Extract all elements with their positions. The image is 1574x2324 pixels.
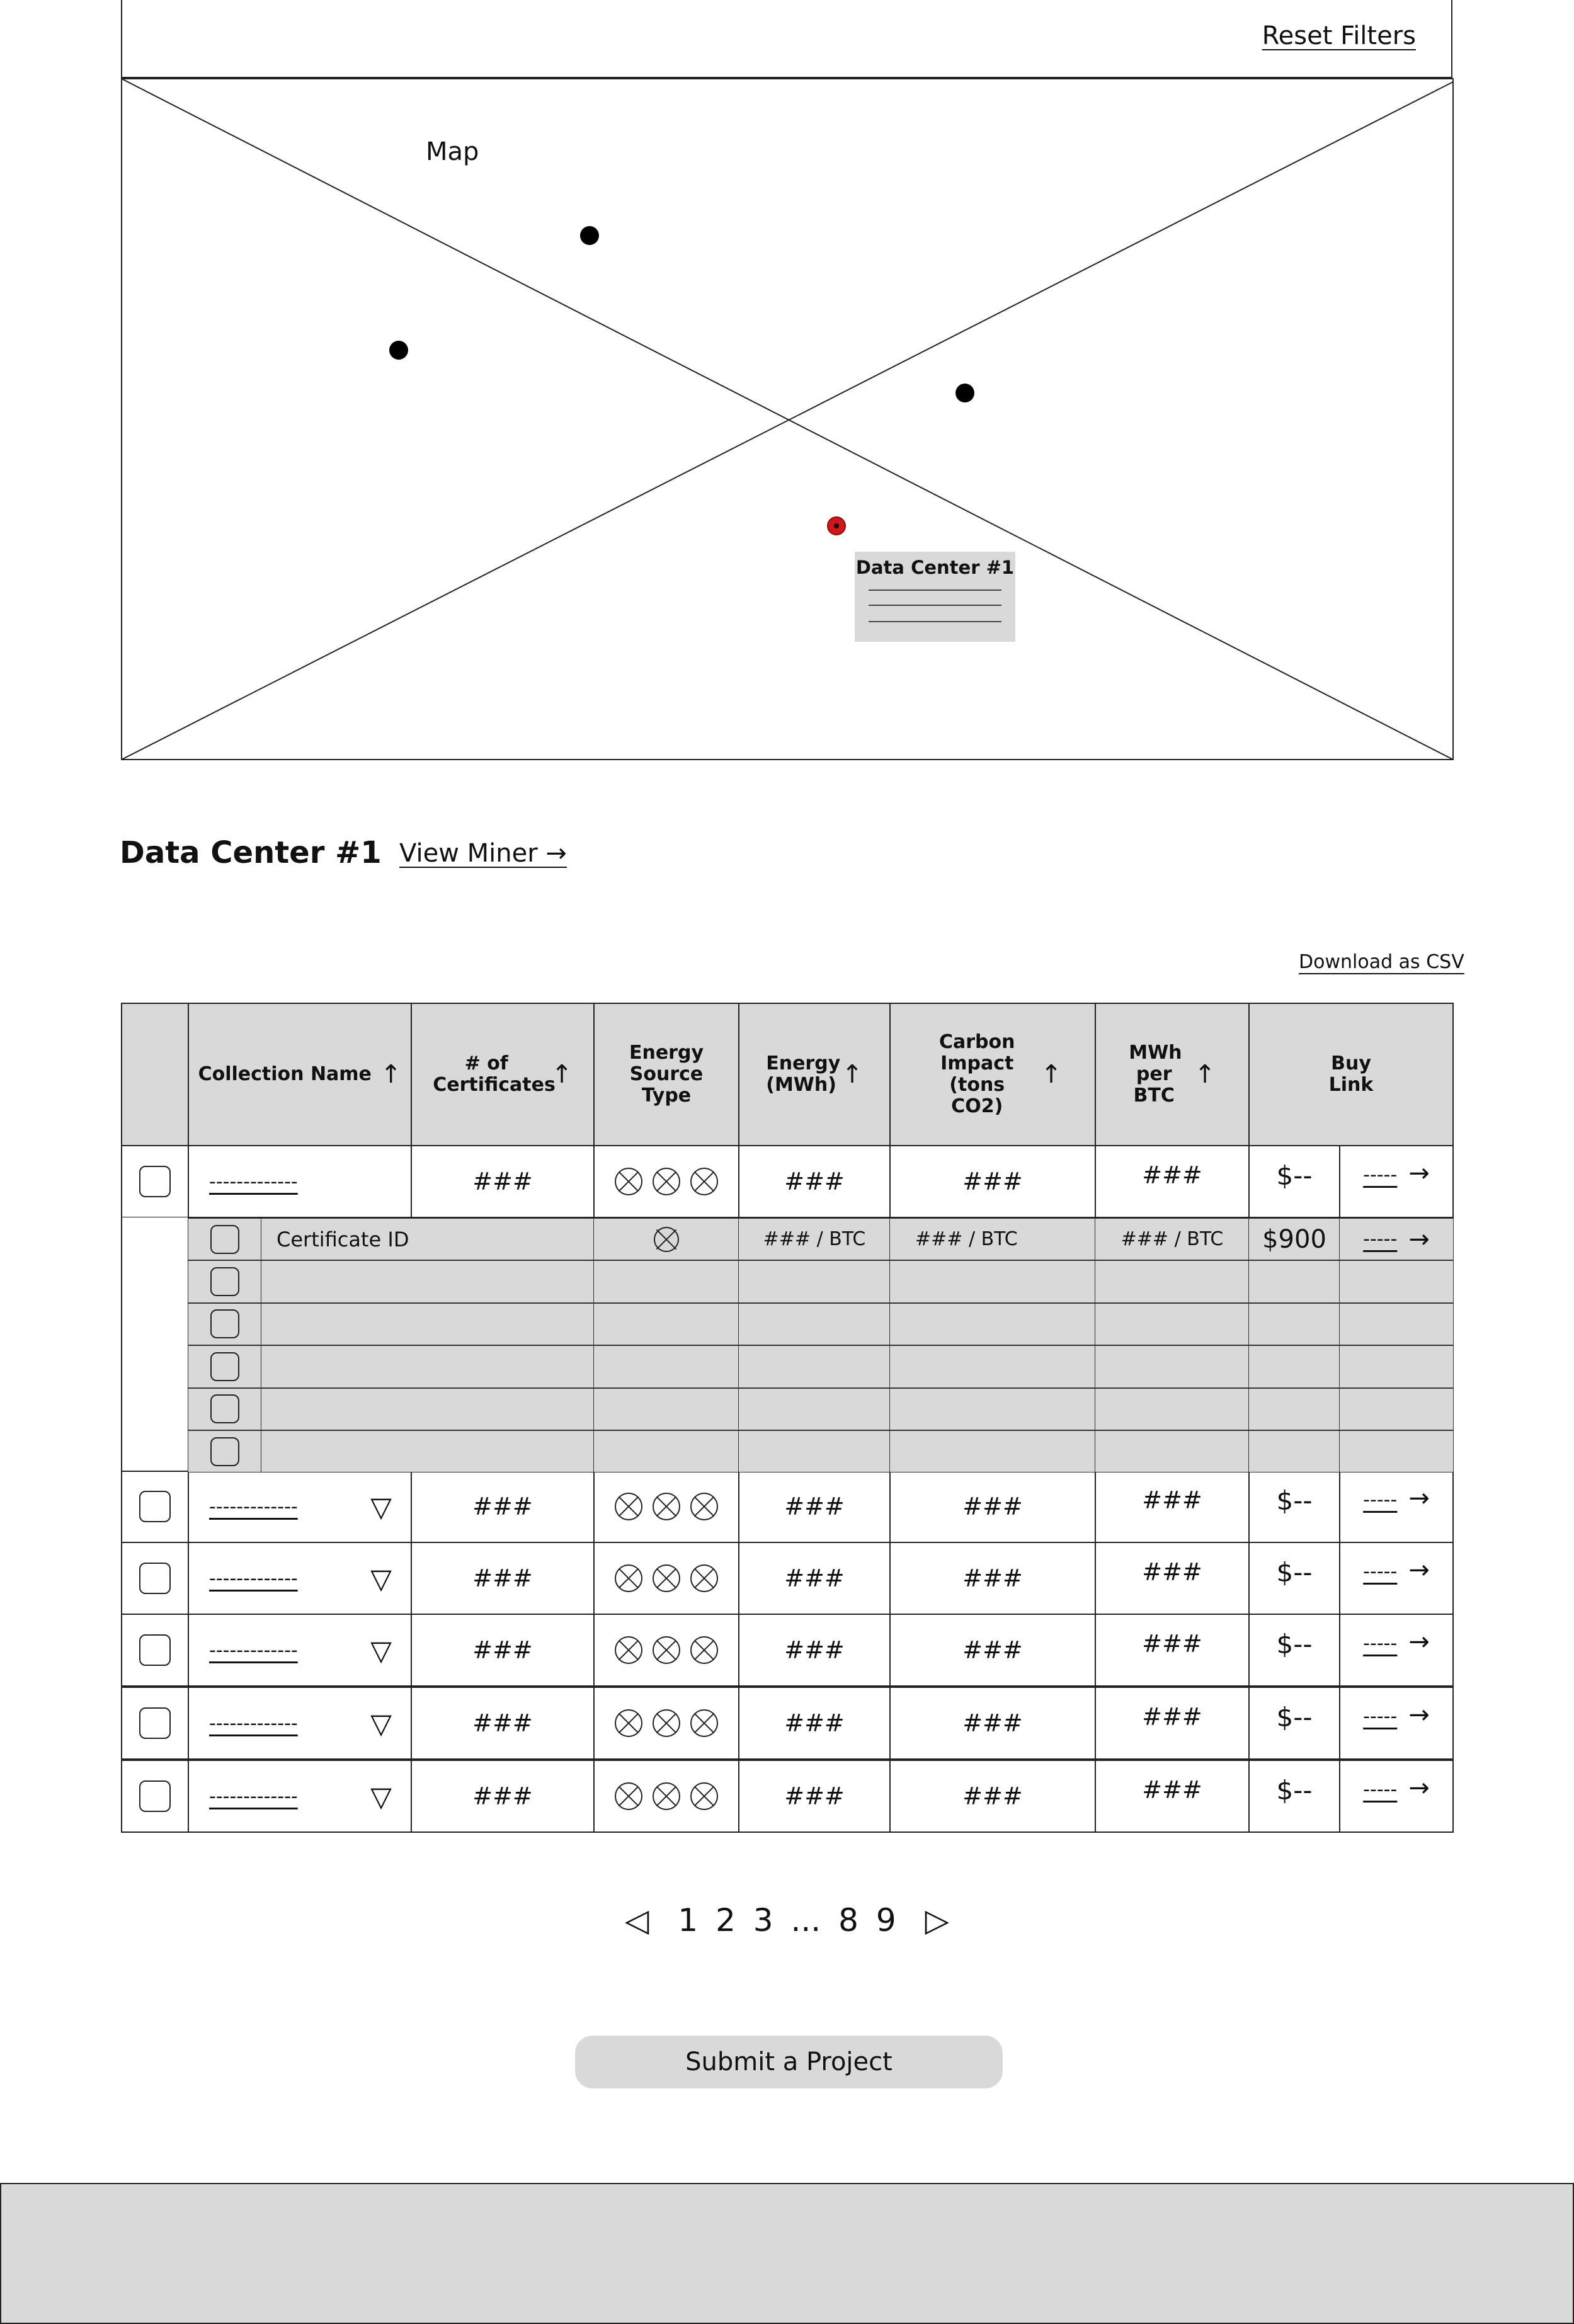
buy-link[interactable]: ----- [1363, 1228, 1398, 1251]
next-page-icon[interactable]: ▷ [925, 1902, 949, 1939]
header-label: Energy Source Type [629, 1042, 704, 1107]
row-checkbox[interactable] [139, 1563, 171, 1594]
map-pin[interactable] [955, 384, 974, 402]
row-checkbox[interactable] [139, 1707, 171, 1739]
energy-source-icon [654, 1227, 679, 1252]
certificate-id-cell [261, 1303, 595, 1345]
pagination [0, 1902, 1574, 1939]
energy-cell: ### [738, 1614, 891, 1687]
energy-source-icon [615, 1709, 642, 1737]
price-cell: $-- [1248, 1542, 1340, 1615]
energy-source-icon [653, 1168, 680, 1195]
collection-name[interactable]: ------------- [209, 1639, 298, 1661]
header-label: Collection Name [198, 1063, 372, 1085]
energy-source-cell [593, 1145, 739, 1218]
expanded-indent [121, 1217, 189, 1472]
sub-energy-cell [738, 1430, 891, 1472]
energy-source-cell [593, 1687, 739, 1760]
arrow-right-icon[interactable]: → [1408, 1556, 1430, 1585]
reset-filters-link[interactable]: Reset Filters [1262, 21, 1416, 50]
price-cell: $-- [1248, 1760, 1340, 1833]
energy-source-cell [593, 1614, 739, 1687]
mwh-per-btc-cell: ### [1095, 1470, 1250, 1543]
sub-energy-source-cell [593, 1430, 739, 1472]
sort-arrow-icon[interactable]: ↑ [1041, 1060, 1062, 1089]
footer [0, 2183, 1574, 2324]
row-checkbox[interactable] [139, 1780, 171, 1812]
header-energy-source [593, 1003, 739, 1146]
energy-source-cell [593, 1470, 739, 1543]
map-placeholder[interactable] [121, 78, 1454, 760]
sort-arrow-icon[interactable]: ↑ [841, 1060, 863, 1089]
carbon-cell: ### [889, 1470, 1096, 1543]
energy-source-icon [690, 1493, 718, 1520]
sub-price-cell [1248, 1260, 1340, 1302]
collection-name[interactable]: ------------- [209, 1170, 298, 1193]
collection-name-cell [188, 1614, 412, 1687]
map-pin[interactable] [389, 341, 408, 360]
collection-name-cell [188, 1542, 412, 1615]
sort-arrow-icon[interactable]: ↑ [551, 1060, 573, 1089]
energy-source-icon [653, 1782, 680, 1810]
sub-checkbox[interactable] [210, 1437, 239, 1466]
row-checkbox-cell [121, 1614, 189, 1687]
sub-carbon-cell [889, 1388, 1096, 1430]
sub-checkbox-cell [188, 1345, 262, 1387]
page-link[interactable]: 9 [875, 1902, 896, 1939]
certificate-id-cell [261, 1430, 595, 1472]
expand-triangle-icon[interactable]: ▽ [370, 1635, 392, 1667]
expand-triangle-icon[interactable]: ▽ [370, 1708, 392, 1740]
sub-carbon-cell [889, 1345, 1096, 1387]
sub-carbon-cell [889, 1303, 1096, 1345]
energy-cell: ### [738, 1687, 891, 1760]
view-miner-link[interactable]: View Miner → [399, 839, 567, 868]
collection-name-cell [188, 1145, 412, 1218]
arrow-right-icon[interactable]: → [1408, 1627, 1430, 1656]
energy-source-icon [690, 1564, 718, 1592]
sub-checkbox[interactable] [210, 1352, 239, 1381]
price-cell: $-- [1248, 1687, 1340, 1760]
sub-price-cell: $900 [1248, 1218, 1340, 1260]
energy-cell: ### [738, 1145, 891, 1218]
sub-carbon-cell [889, 1260, 1096, 1302]
page-link[interactable]: 3 [753, 1902, 773, 1939]
tooltip-line [869, 605, 1001, 606]
certificates-cell: ### [411, 1145, 595, 1218]
arrow-right-icon[interactable]: → [1408, 1159, 1430, 1188]
sub-price-cell [1248, 1430, 1340, 1472]
buy-link-cell [1339, 1145, 1454, 1218]
sub-carbon-cell: ### / BTC [889, 1218, 1096, 1260]
sub-energy-cell [738, 1260, 891, 1302]
map-tooltip [855, 552, 1015, 642]
energy-source-icon [653, 1636, 680, 1664]
row-checkbox[interactable] [139, 1491, 171, 1522]
sub-energy-source-cell [593, 1388, 739, 1430]
row-checkbox-cell [121, 1470, 189, 1543]
price-cell: $-- [1248, 1145, 1340, 1218]
mwh-per-btc-cell: ### [1095, 1614, 1250, 1687]
energy-source-cell [593, 1760, 739, 1833]
sub-carbon-cell [889, 1430, 1096, 1472]
header-carbon-impact[interactable] [889, 1003, 1096, 1146]
certificates-cell: ### [411, 1470, 595, 1543]
header-label: Buy Link [1328, 1052, 1374, 1096]
buy-link[interactable]: ----- [1363, 1561, 1398, 1583]
sub-price-cell [1248, 1388, 1340, 1430]
energy-source-icon [690, 1709, 718, 1737]
buy-link[interactable]: ----- [1363, 1632, 1398, 1655]
header-energy[interactable] [738, 1003, 891, 1146]
header-buy-link [1248, 1003, 1454, 1146]
row-checkbox-cell [121, 1687, 189, 1760]
certificate-id-cell [261, 1388, 595, 1430]
arrow-right-icon[interactable]: → [1408, 1484, 1430, 1513]
header-label: # of Certificates [433, 1052, 556, 1096]
tooltip-line [869, 590, 1001, 591]
energy-source-icon [690, 1168, 718, 1195]
sub-price-cell [1248, 1345, 1340, 1387]
mwh-per-btc-cell: ### [1095, 1145, 1250, 1218]
tooltip-title: Data Center #1 [855, 557, 1015, 578]
row-checkbox-cell [121, 1145, 189, 1218]
certificates-cell: ### [411, 1760, 595, 1833]
submit-project-button[interactable]: Submit a Project [575, 2036, 1003, 2088]
mwh-per-btc-cell: ### [1095, 1542, 1250, 1615]
mwh-per-btc-cell: ### [1095, 1760, 1250, 1833]
header-checkbox-col [121, 1003, 189, 1146]
sub-checkbox-cell [188, 1303, 262, 1345]
sub-checkbox[interactable] [210, 1225, 239, 1254]
sub-energy-cell: ### / BTC [738, 1218, 891, 1260]
collection-name[interactable]: ------------- [209, 1567, 298, 1590]
buy-link[interactable]: ----- [1363, 1489, 1398, 1511]
certificates-cell: ### [411, 1542, 595, 1615]
row-checkbox-cell [121, 1542, 189, 1615]
sub-buy-link-cell [1339, 1430, 1454, 1472]
sub-checkbox-cell [188, 1218, 262, 1260]
sub-checkbox-cell [188, 1388, 262, 1430]
energy-source-icon [615, 1168, 642, 1195]
arrow-right-icon[interactable]: → [1408, 1700, 1430, 1729]
map-frame [121, 78, 1454, 760]
energy-source-icon [615, 1493, 642, 1520]
sub-buy-link-cell [1339, 1388, 1454, 1430]
collection-name-cell [188, 1687, 412, 1760]
sub-energy-cell [738, 1303, 891, 1345]
buy-link-cell [1339, 1542, 1454, 1615]
sub-checkbox-cell [188, 1430, 262, 1472]
sub-energy-source-cell [593, 1260, 739, 1302]
expand-triangle-icon[interactable]: ▽ [370, 1491, 392, 1524]
page-link[interactable]: 8 [838, 1902, 858, 1939]
sort-arrow-icon[interactable]: ↑ [380, 1060, 402, 1089]
header-label: Energy (MWh) [766, 1052, 841, 1096]
header-label: Carbon Impact (tons CO2) [938, 1031, 1015, 1117]
energy-source-icon [690, 1782, 718, 1810]
sub-price-cell [1248, 1303, 1340, 1345]
sub-checkbox[interactable] [210, 1267, 239, 1296]
page-ellipsis: ... [790, 1902, 821, 1939]
sub-mwh-cell [1095, 1303, 1250, 1345]
sub-checkbox[interactable] [210, 1394, 239, 1423]
row-checkbox-cell [121, 1760, 189, 1833]
sub-buy-link-cell [1339, 1345, 1454, 1387]
certificate-id-cell [261, 1260, 595, 1302]
energy-source-icon [653, 1493, 680, 1520]
tooltip-line [869, 621, 1001, 622]
energy-cell: ### [738, 1542, 891, 1615]
sub-buy-link-cell [1339, 1260, 1454, 1302]
sort-arrow-icon[interactable]: ↑ [1194, 1060, 1216, 1089]
sub-energy-source-cell [593, 1303, 739, 1345]
sub-checkbox-cell [188, 1260, 262, 1302]
sub-mwh-cell [1095, 1260, 1250, 1302]
carbon-cell: ### [889, 1614, 1096, 1687]
certificates-cell: ### [411, 1614, 595, 1687]
arrow-right-icon[interactable]: → [1408, 1774, 1430, 1803]
sub-mwh-cell: ### / BTC [1095, 1218, 1250, 1260]
buy-link[interactable]: ----- [1363, 1706, 1398, 1728]
expand-triangle-icon[interactable]: ▽ [370, 1563, 392, 1595]
sub-energy-source-cell [593, 1345, 739, 1387]
energy-cell: ### [738, 1470, 891, 1543]
certificate-id-cell [261, 1345, 595, 1387]
energy-source-icon [690, 1636, 718, 1664]
energy-source-icon [615, 1564, 642, 1592]
row-checkbox[interactable] [139, 1634, 171, 1666]
download-csv-link[interactable]: Download as CSV [1299, 951, 1464, 973]
carbon-cell: ### [889, 1687, 1096, 1760]
buy-link[interactable]: ----- [1363, 1164, 1398, 1186]
sub-buy-link-cell [1339, 1303, 1454, 1345]
energy-source-icon [653, 1564, 680, 1592]
header-label: MWh per BTC [1129, 1042, 1182, 1107]
energy-source-icon [653, 1709, 680, 1737]
buy-link-cell [1339, 1470, 1454, 1543]
map-pin-selected[interactable] [827, 516, 846, 535]
collection-name-cell [188, 1760, 412, 1833]
energy-source-icon [615, 1636, 642, 1664]
filter-bar [121, 0, 1452, 78]
certificate-id-cell: Certificate ID [261, 1218, 595, 1260]
page-title: Data Center #1 [120, 835, 382, 870]
buy-link-cell [1339, 1687, 1454, 1760]
sub-checkbox[interactable] [210, 1309, 239, 1338]
certificates-table [121, 1003, 1454, 1834]
energy-source-cell [593, 1542, 739, 1615]
price-cell: $-- [1248, 1470, 1340, 1543]
buy-link-cell [1339, 1614, 1454, 1687]
map-pin[interactable] [580, 226, 599, 245]
map-label: Map [426, 137, 479, 166]
certificates-cell: ### [411, 1687, 595, 1760]
header-certificates[interactable] [411, 1003, 595, 1146]
sub-mwh-cell [1095, 1388, 1250, 1430]
header-collection-name[interactable] [188, 1003, 412, 1146]
sub-mwh-cell [1095, 1345, 1250, 1387]
arrow-right-icon[interactable]: → [1408, 1224, 1430, 1254]
expand-triangle-icon[interactable]: ▽ [370, 1781, 392, 1813]
buy-link-cell [1339, 1760, 1454, 1833]
page-link[interactable]: 2 [716, 1902, 736, 1939]
page-link[interactable]: 1 [678, 1902, 699, 1939]
sub-energy-source-cell [593, 1218, 739, 1260]
collection-name[interactable]: ------------- [209, 1712, 298, 1734]
sub-energy-cell [738, 1388, 891, 1430]
prev-page-icon[interactable]: ◁ [625, 1902, 649, 1939]
sub-mwh-cell [1095, 1430, 1250, 1472]
sub-buy-link-cell [1339, 1218, 1454, 1260]
carbon-cell: ### [889, 1760, 1096, 1833]
header-mwh-per-btc[interactable] [1095, 1003, 1250, 1146]
carbon-cell: ### [889, 1542, 1096, 1615]
mwh-per-btc-cell: ### [1095, 1687, 1250, 1760]
sub-energy-cell [738, 1345, 891, 1387]
price-cell: $-- [1248, 1614, 1340, 1687]
energy-source-icon [615, 1782, 642, 1810]
collection-name-cell [188, 1470, 412, 1543]
collection-name[interactable]: ------------- [209, 1495, 298, 1518]
carbon-cell: ### [889, 1145, 1096, 1218]
collection-name[interactable]: ------------- [209, 1785, 298, 1808]
buy-link[interactable]: ----- [1363, 1779, 1398, 1801]
energy-cell: ### [738, 1760, 891, 1833]
row-checkbox[interactable] [139, 1166, 171, 1197]
